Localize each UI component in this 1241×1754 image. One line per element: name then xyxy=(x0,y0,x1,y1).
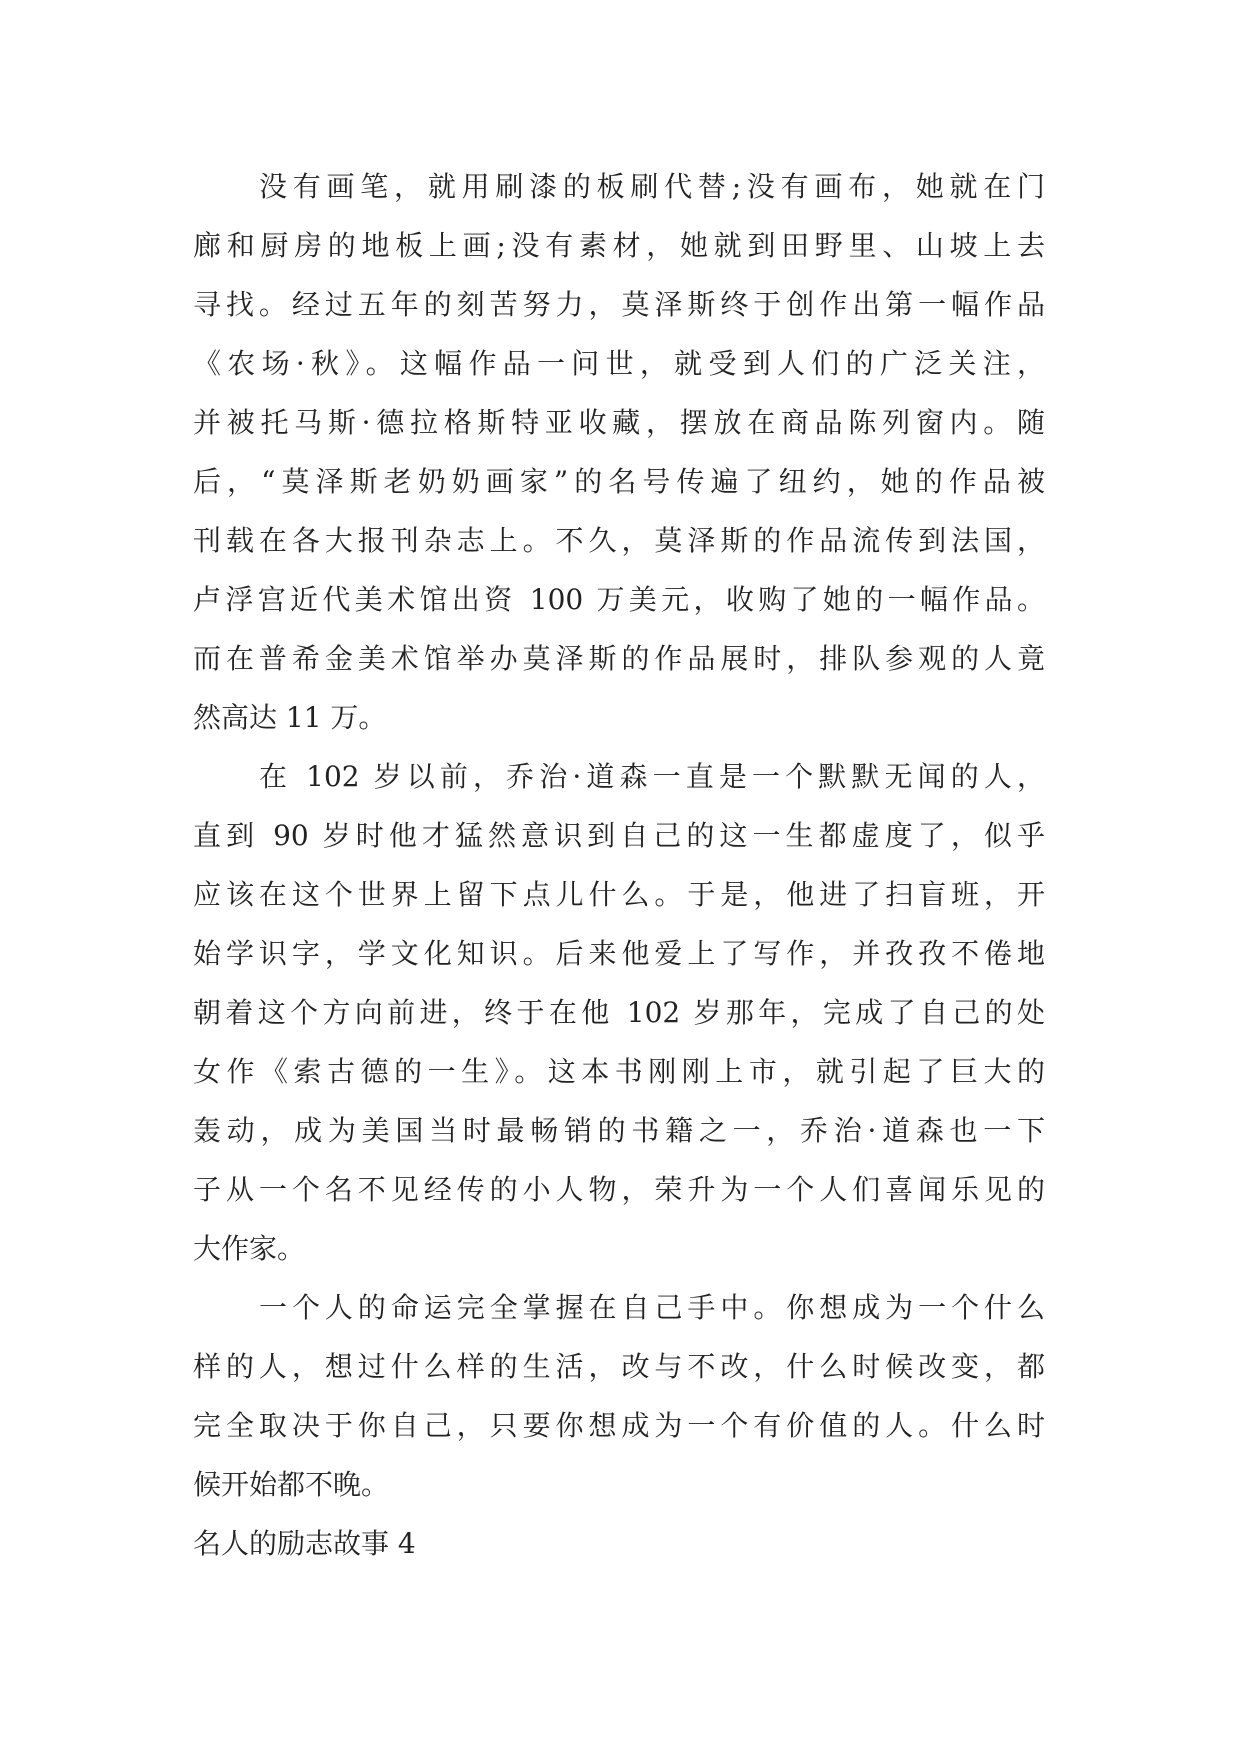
paragraph-line: 并被托马斯·德拉格斯特亚收藏，摆放在商品陈列窗内。随 xyxy=(193,406,1045,439)
paragraph-line: 然高达 11 万。 xyxy=(193,701,387,734)
document-body xyxy=(193,157,1045,1573)
paragraph-line: 候开始都不晚。 xyxy=(193,1468,390,1501)
paragraph-line: 没有画笔，就用刷漆的板刷代替;没有画布，她就在门 xyxy=(259,170,1045,203)
paragraph-line: 子从一个名不见经传的小人物，荣升为一个人们喜闻乐见的 xyxy=(193,1173,1045,1206)
paragraph-line: 后，“莫泽斯老奶奶画家”的名号传遍了纽约，她的作品被 xyxy=(193,465,1045,498)
paragraph-line: 轰动，成为美国当时最畅销的书籍之一，乔治·道森也一下 xyxy=(193,1114,1045,1147)
paragraph-line: 廊和厨房的地板上画;没有素材，她就到田野里、山坡上去 xyxy=(193,229,1045,262)
paragraph-line: 直到 90 岁时他才猛然意识到自己的这一生都虚度了，似乎 xyxy=(193,819,1045,852)
paragraph-line: 始学识字，学文化知识。后来他爱上了写作，并孜孜不倦地 xyxy=(193,937,1045,970)
paragraph-line: 寻找。经过五年的刻苦努力，莫泽斯终于创作出第一幅作品 xyxy=(193,288,1045,321)
paragraph-line: 大作家。 xyxy=(193,1232,306,1265)
section-heading: 名人的励志故事 4 xyxy=(193,1527,416,1560)
paragraph-line: 一个人的命运完全掌握在自己手中。你想成为一个什么 xyxy=(259,1291,1045,1324)
paragraph-line: 刊载在各大报刊杂志上。不久，莫泽斯的作品流传到法国， xyxy=(193,524,1045,557)
paragraph-line: 卢浮宫近代美术馆出资 100 万美元，收购了她的一幅作品。 xyxy=(193,583,1045,616)
paragraph-line: 完全取决于你自己，只要你想成为一个有价值的人。什么时 xyxy=(193,1409,1045,1442)
paragraph-line: 而在普希金美术馆举办莫泽斯的作品展时，排队参观的人竟 xyxy=(193,642,1045,675)
paragraph-line: 《农场·秋》。这幅作品一问世，就受到人们的广泛关注， xyxy=(193,347,1045,380)
paragraph-line: 女作《索古德的一生》。这本书刚刚上市，就引起了巨大的 xyxy=(193,1055,1045,1088)
paragraph-line: 应该在这个世界上留下点儿什么。于是，他进了扫盲班，开 xyxy=(193,878,1045,911)
paragraph-line: 在 102 岁以前，乔治·道森一直是一个默默无闻的人， xyxy=(259,760,1045,793)
paragraph-line: 样的人，想过什么样的生活，改与不改，什么时候改变，都 xyxy=(193,1350,1045,1383)
paragraph-line: 朝着这个方向前进，终于在他 102 岁那年，完成了自己的处 xyxy=(193,996,1045,1029)
